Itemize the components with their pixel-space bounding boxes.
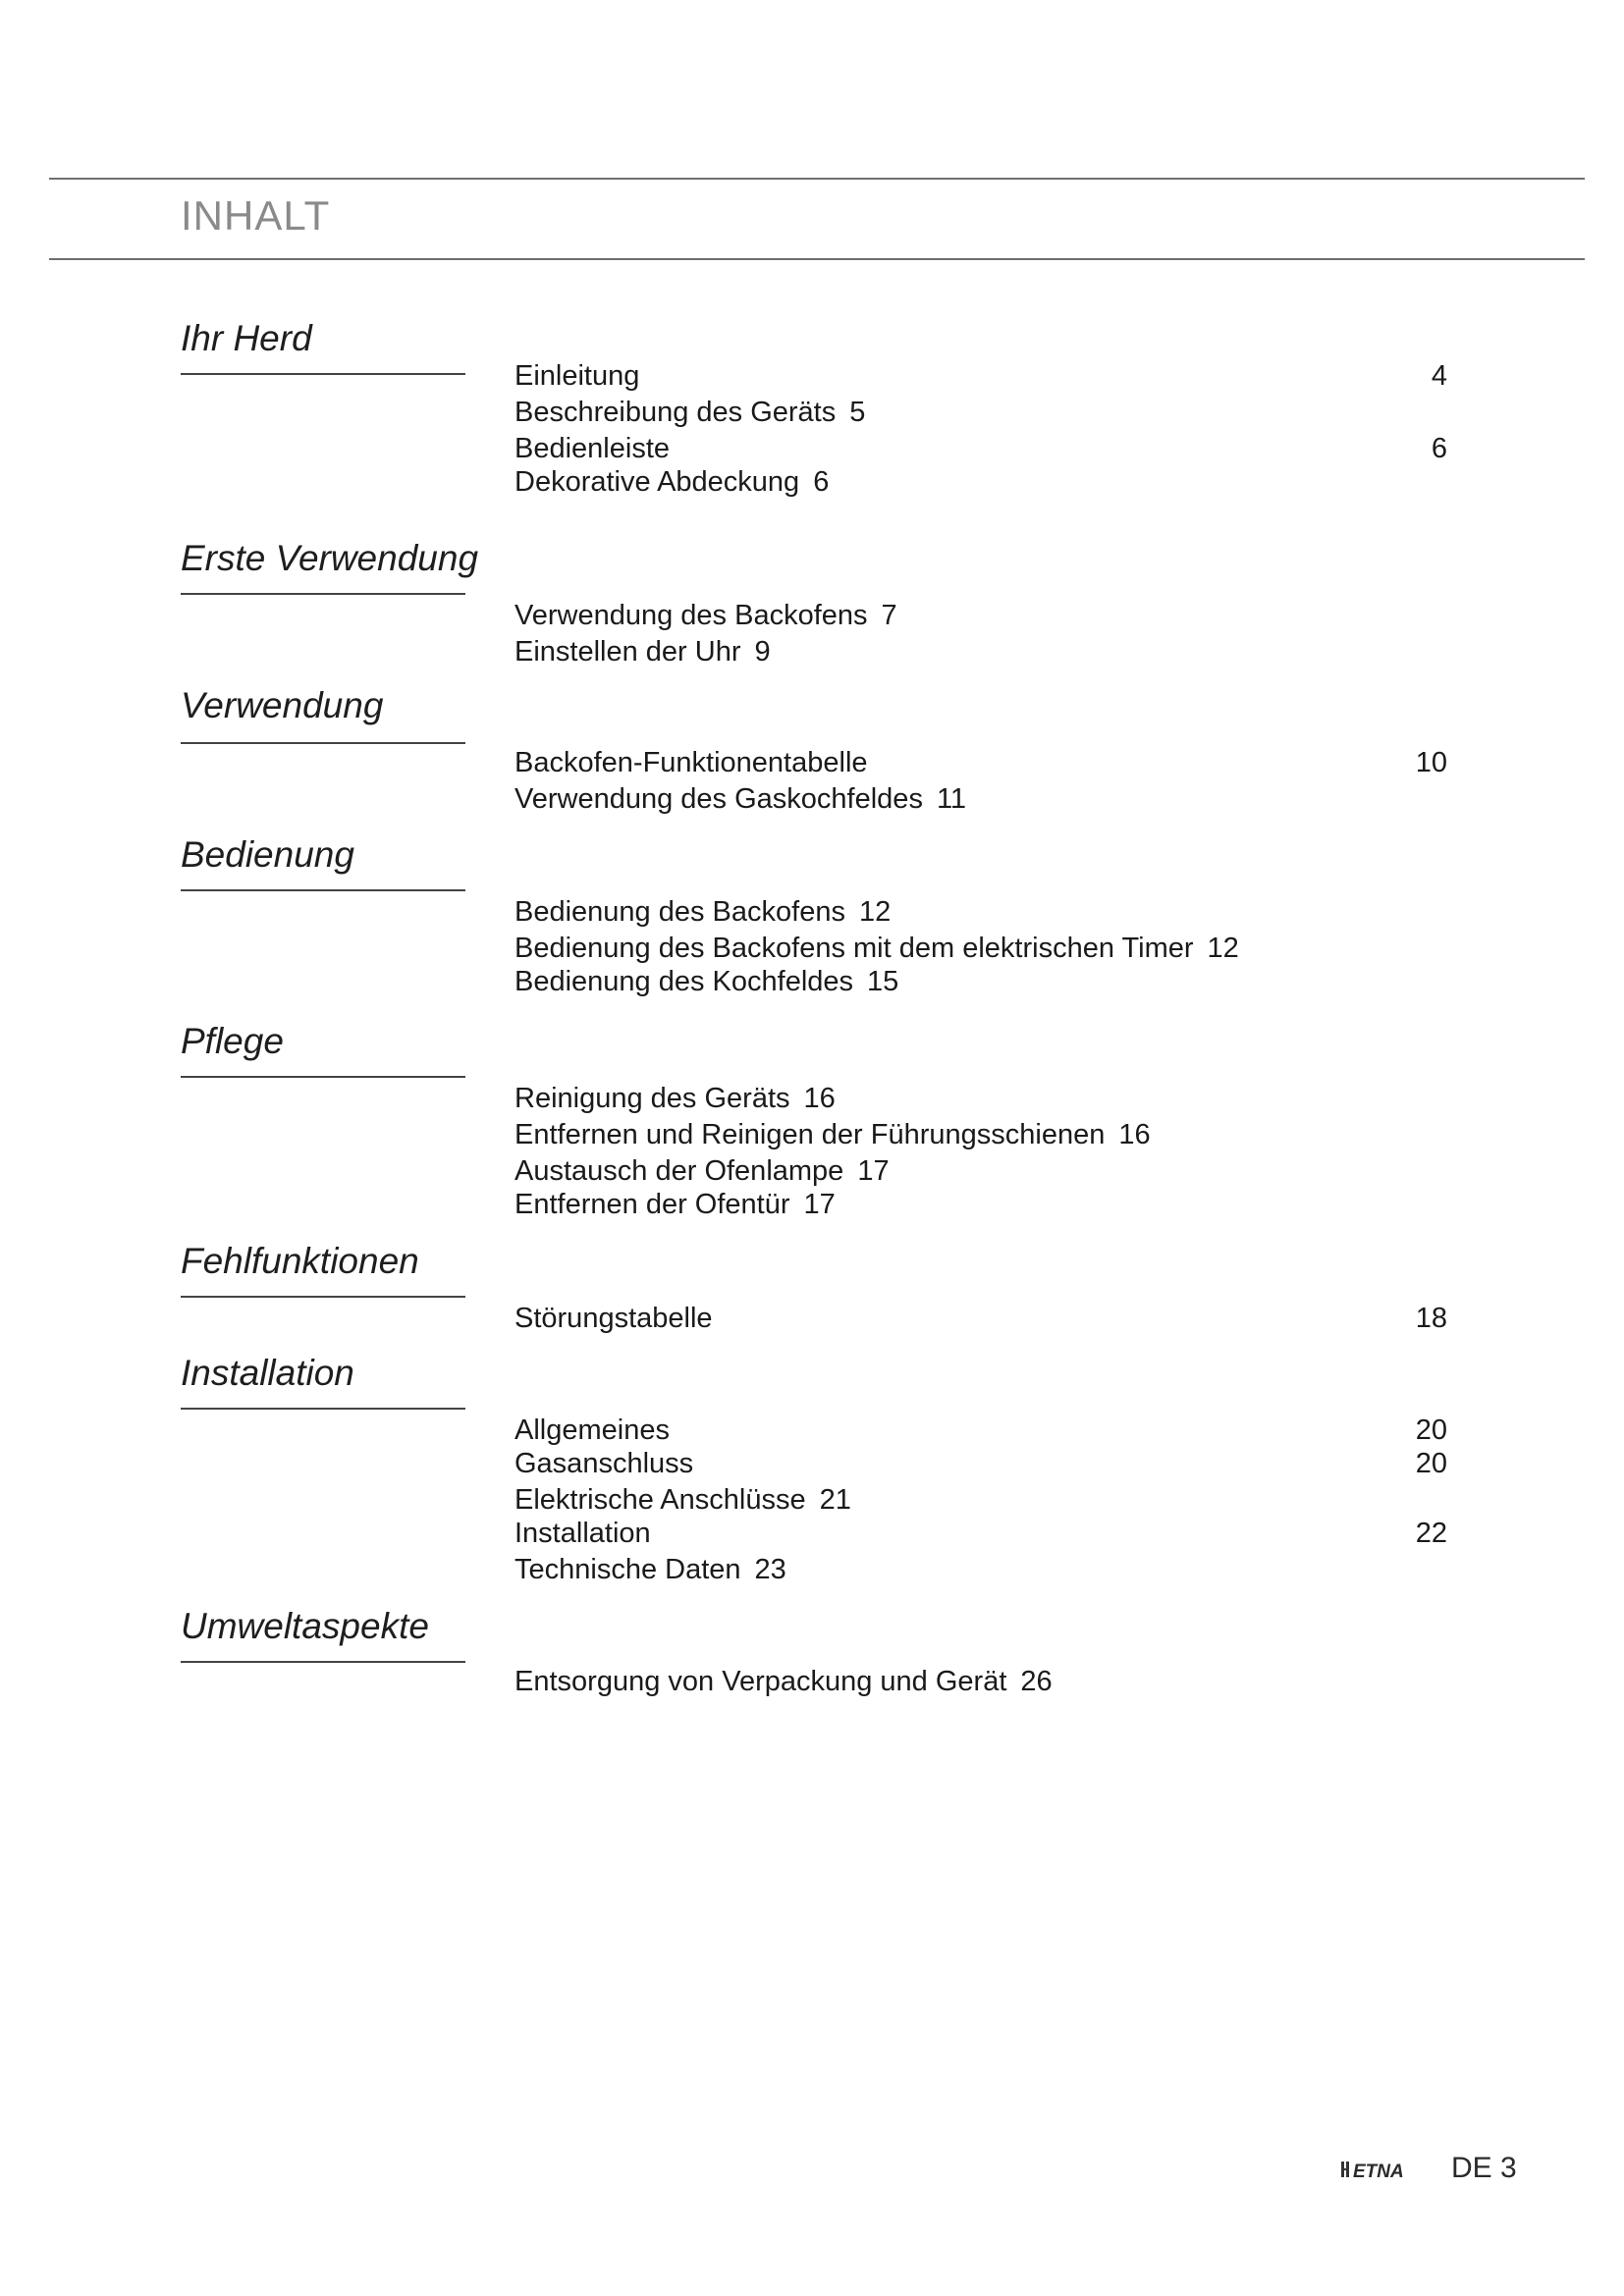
toc-entry-page: 10 — [1415, 747, 1447, 778]
toc-entry[interactable] — [514, 1517, 1447, 1550]
toc-entry-label: Dekorative Abdeckung — [514, 466, 800, 498]
toc-entry-line — [514, 895, 891, 929]
toc-entry-label: Bedienleiste — [514, 433, 670, 464]
toc-entry-line — [514, 599, 897, 632]
toc-entry-label: Allgemeines — [514, 1415, 670, 1446]
section-title: Verwendung — [181, 685, 384, 725]
page-title: INHALT — [181, 192, 331, 239]
toc-entry-page: 20 — [1415, 1448, 1447, 1479]
toc-entry-line — [514, 932, 1239, 965]
toc-entry[interactable] — [514, 1302, 1447, 1335]
toc-entry[interactable] — [514, 1553, 1447, 1586]
toc-entry-line — [514, 396, 865, 429]
toc-entry-page: 17 — [803, 1189, 836, 1220]
toc-entry-label: Beschreibung des Geräts — [514, 397, 837, 428]
toc-entry-page: 18 — [1415, 1303, 1447, 1334]
toc-entry[interactable] — [514, 1154, 1447, 1188]
toc-entry[interactable] — [514, 932, 1447, 965]
toc-entry[interactable] — [514, 1082, 1447, 1115]
toc-entry-page: 5 — [849, 397, 866, 428]
toc-entry-line — [514, 1665, 1053, 1698]
toc-entry[interactable] — [514, 1118, 1447, 1151]
toc-entry-page: 11 — [936, 783, 967, 815]
toc-entry-page: 22 — [1415, 1518, 1447, 1549]
section-underline — [181, 1661, 465, 1663]
section-underline — [181, 373, 465, 375]
toc-entry-line — [514, 1118, 1151, 1151]
toc-entry-label: Technische Daten — [514, 1554, 741, 1585]
toc-entry-label: Bedienung des Kochfeldes — [514, 966, 854, 997]
toc-entry[interactable] — [514, 635, 1447, 668]
section-underline — [181, 742, 465, 744]
etna-logo — [1341, 2158, 1412, 2181]
top-rule — [49, 178, 1585, 180]
section-title: Erste Verwendung — [181, 538, 479, 578]
toc-entry[interactable] — [514, 746, 1447, 779]
toc-entry-page: 16 — [1118, 1119, 1151, 1150]
toc-entry-label: Verwendung des Backofens — [514, 600, 868, 631]
toc-entry-label: Entfernen und Reinigen der Führungsschienen — [514, 1119, 1106, 1150]
etna-logo-text: ETNA — [1353, 2162, 1404, 2181]
toc-entry-line — [514, 782, 966, 816]
footer-page-number: DE 3 — [1451, 2152, 1517, 2184]
section-underline — [181, 593, 465, 595]
section-title: Fehlfunktionen — [181, 1241, 419, 1281]
toc-entry-page: 15 — [867, 966, 899, 997]
toc-entry-page: 7 — [881, 600, 897, 631]
toc-entry-label: Austausch der Ofenlampe — [514, 1155, 844, 1187]
toc-entry-line — [514, 965, 898, 998]
toc-entry-line — [514, 635, 771, 668]
toc-entry[interactable] — [514, 599, 1447, 632]
toc-entry-line — [514, 1082, 836, 1115]
toc-entry-page: 17 — [857, 1155, 890, 1187]
toc-entry[interactable] — [514, 1414, 1447, 1447]
toc-entry-page: 6 — [1431, 433, 1447, 464]
toc-entry-label: Backofen-Funktionentabelle — [514, 747, 868, 778]
section-underline — [181, 889, 465, 891]
toc-entry-label: Reinigung des Geräts — [514, 1083, 790, 1114]
title-rule — [49, 258, 1585, 260]
toc-entry[interactable] — [514, 359, 1447, 393]
toc-entry-label: Bedienung des Backofens mit dem elektrischen Timer — [514, 933, 1194, 964]
toc-entry-page: 16 — [803, 1083, 836, 1114]
toc-entry-label: Installation — [514, 1518, 651, 1549]
toc-entry[interactable] — [514, 1483, 1447, 1517]
toc-entry-line — [514, 1154, 890, 1188]
section-title: Pflege — [181, 1021, 284, 1061]
toc-entry-line — [514, 1553, 786, 1586]
toc-entry-line — [514, 1483, 851, 1517]
toc-entry[interactable] — [514, 1665, 1447, 1698]
section-title: Ihr Herd — [181, 318, 312, 358]
toc-entry[interactable] — [514, 432, 1447, 465]
toc-entry-page: 9 — [754, 636, 771, 667]
toc-entry-page: 21 — [819, 1484, 851, 1516]
toc-entry-page: 20 — [1415, 1415, 1447, 1446]
toc-entry[interactable] — [514, 965, 1447, 998]
section-underline — [181, 1076, 465, 1078]
toc-entry-page: 26 — [1020, 1666, 1053, 1697]
toc-entry-label: Entfernen der Ofentür — [514, 1189, 790, 1220]
toc-entry-page: 4 — [1431, 360, 1447, 392]
toc-entry-page: 12 — [1207, 933, 1239, 964]
section-title: Umweltaspekte — [181, 1606, 429, 1646]
toc-entry-label: Bedienung des Backofens — [514, 896, 845, 928]
toc-entry-label: Einstellen der Uhr — [514, 636, 741, 667]
toc-entry[interactable] — [514, 895, 1447, 929]
toc-entry[interactable] — [514, 396, 1447, 429]
toc-entry[interactable] — [514, 465, 1447, 499]
toc-entry-line — [514, 465, 829, 499]
toc-entry-label: Störungstabelle — [514, 1303, 713, 1334]
toc-entry[interactable] — [514, 782, 1447, 816]
section-title: Bedienung — [181, 834, 354, 875]
section-underline — [181, 1296, 465, 1298]
toc-entry-line — [514, 1188, 836, 1221]
toc-entry[interactable] — [514, 1188, 1447, 1221]
toc-entry-page: 6 — [813, 466, 830, 498]
toc-entry[interactable] — [514, 1447, 1447, 1480]
toc-entry-label: Elektrische Anschlüsse — [514, 1484, 806, 1516]
section-title: Installation — [181, 1353, 354, 1393]
toc-entry-page: 23 — [754, 1554, 786, 1585]
toc-entry-label: Gasanschluss — [514, 1448, 694, 1479]
toc-entry-label: Entsorgung von Verpackung und Gerät — [514, 1666, 1007, 1697]
toc-entry-page: 12 — [858, 896, 892, 928]
section-underline — [181, 1408, 465, 1410]
toc-entry-label: Einleitung — [514, 360, 640, 392]
toc-entry-label: Verwendung des Gaskochfeldes — [514, 783, 923, 815]
